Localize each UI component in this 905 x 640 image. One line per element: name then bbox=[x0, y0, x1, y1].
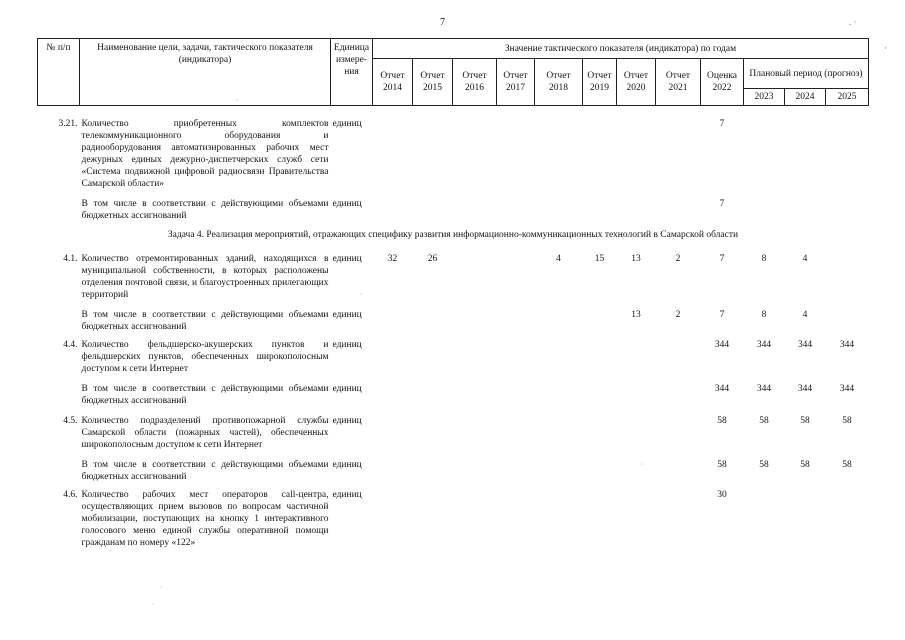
header-unit: Единица измере-ния bbox=[331, 39, 373, 106]
value-cell bbox=[413, 333, 453, 375]
value-cell bbox=[617, 190, 656, 222]
value-cell bbox=[497, 333, 535, 375]
value-cell bbox=[413, 407, 453, 451]
scan-mark: · bbox=[360, 290, 363, 299]
page-number: 7 bbox=[440, 17, 445, 28]
value-cell bbox=[413, 375, 453, 407]
value-cell bbox=[744, 106, 785, 191]
value-cell bbox=[535, 333, 583, 375]
value-cell bbox=[583, 106, 617, 191]
indicator-name: Количество фельдшерско-акушерских пунктов и фельдшерских пунктов, обеспеченных широкополосным доступом к сети Интернет bbox=[81, 340, 329, 374]
value-cell bbox=[617, 407, 656, 451]
value-cell bbox=[617, 106, 656, 191]
value-cell: 7 bbox=[719, 199, 725, 209]
header-plan-year: 2024 bbox=[785, 89, 826, 106]
unit-cell: единиц bbox=[332, 490, 362, 500]
value-cell bbox=[656, 190, 701, 222]
value-cell bbox=[656, 106, 701, 191]
indicator-name: В том числе в соответствии с действующими объемами бюджетных ассигнований bbox=[81, 384, 329, 406]
value-cell: 32 bbox=[387, 254, 398, 264]
header-plan-year: 2023 bbox=[744, 89, 785, 106]
value-cell bbox=[373, 375, 413, 407]
value-cell: 58 bbox=[717, 460, 727, 470]
table-row bbox=[38, 247, 869, 301]
value-cell bbox=[617, 333, 656, 375]
task-row bbox=[38, 222, 869, 247]
header-year: Отчет 2020 bbox=[617, 59, 656, 106]
unit-cell: единиц bbox=[332, 199, 362, 209]
indicator-name: В том числе в соответствии с действующими объемами бюджетных ассигнований bbox=[81, 460, 329, 482]
value-cell: 7 bbox=[719, 310, 725, 320]
value-cell bbox=[373, 106, 413, 191]
scan-mark: ` bbox=[160, 585, 163, 594]
header-year: Отчет 2017 bbox=[497, 59, 535, 106]
value-cell bbox=[373, 483, 413, 549]
table-row bbox=[38, 333, 869, 375]
unit-cell: единиц bbox=[332, 416, 362, 426]
table-row bbox=[38, 301, 869, 333]
indicator-name: Количество рабочих мест операторов call-центра, осуществляющих прием вызовов по вопросам частичной мобилизации, поступающих на кнопку 1 интерактивного голосового меню единой службы оперативной помощи гражданам по номеру «122» bbox=[81, 490, 329, 548]
value-cell bbox=[583, 301, 617, 333]
value-cell bbox=[497, 106, 535, 191]
value-cell bbox=[497, 407, 535, 451]
value-cell bbox=[373, 333, 413, 375]
value-cell: 344 bbox=[839, 384, 855, 394]
scan-mark: · bbox=[152, 600, 155, 609]
value-cell bbox=[656, 375, 701, 407]
value-cell bbox=[785, 483, 826, 549]
header-year: Отчет 2015 bbox=[413, 59, 453, 106]
value-cell: 4 bbox=[802, 254, 808, 264]
value-cell: 8 bbox=[761, 254, 767, 264]
value-cell: 15 bbox=[594, 254, 605, 264]
scan-mark: . · bbox=[849, 17, 857, 27]
value-cell: 58 bbox=[717, 416, 727, 426]
value-cell bbox=[656, 451, 701, 483]
value-cell: 8 bbox=[761, 310, 767, 320]
value-cell bbox=[535, 451, 583, 483]
value-cell bbox=[497, 301, 535, 333]
value-cell bbox=[453, 375, 497, 407]
row-number bbox=[38, 301, 80, 333]
value-cell bbox=[826, 190, 869, 222]
header-year: Отчет 2021 bbox=[656, 59, 701, 106]
value-cell bbox=[497, 247, 535, 301]
row-number bbox=[38, 451, 80, 483]
table-row bbox=[38, 483, 869, 549]
unit-cell: единиц bbox=[332, 254, 362, 264]
header-year: Отчет 2016 bbox=[453, 59, 497, 106]
value-cell bbox=[413, 106, 453, 191]
value-cell bbox=[535, 407, 583, 451]
value-cell bbox=[453, 190, 497, 222]
value-cell: 58 bbox=[759, 416, 769, 426]
indicator-name: В том числе в соответствии с действующими объемами бюджетных ассигнований bbox=[81, 310, 329, 332]
indicator-name: В том числе в соответствии с действующими объемами бюджетных ассигнований bbox=[81, 199, 329, 221]
value-cell: 344 bbox=[714, 340, 730, 350]
row-number bbox=[38, 375, 80, 407]
value-cell: 2 bbox=[675, 254, 681, 264]
row-number: 3.21. bbox=[58, 119, 78, 129]
value-cell: 4 bbox=[802, 310, 808, 320]
value-cell bbox=[373, 190, 413, 222]
value-cell: 4 bbox=[556, 254, 561, 264]
value-cell bbox=[453, 483, 497, 549]
value-cell bbox=[785, 190, 826, 222]
value-cell bbox=[497, 375, 535, 407]
unit-cell: единиц bbox=[332, 119, 362, 129]
value-cell: 344 bbox=[756, 384, 772, 394]
row-number: 4.4. bbox=[63, 340, 78, 350]
value-cell bbox=[453, 451, 497, 483]
row-number: 4.5. bbox=[63, 416, 78, 426]
value-cell: 13 bbox=[631, 254, 641, 264]
table-row bbox=[38, 190, 869, 222]
value-cell bbox=[497, 483, 535, 549]
value-cell bbox=[413, 483, 453, 549]
value-cell bbox=[656, 333, 701, 375]
value-cell bbox=[453, 247, 497, 301]
table-row bbox=[38, 451, 869, 483]
value-cell: 344 bbox=[714, 384, 730, 394]
value-cell bbox=[583, 190, 617, 222]
value-cell bbox=[617, 451, 656, 483]
value-cell bbox=[785, 106, 826, 191]
value-cell bbox=[656, 483, 701, 549]
value-cell: 344 bbox=[839, 340, 855, 350]
value-cell bbox=[744, 483, 785, 549]
header-name: Наименование цели, задачи, тактического показателя (индикатора) bbox=[80, 39, 331, 106]
value-cell bbox=[826, 301, 869, 333]
unit-cell: единиц bbox=[332, 460, 362, 470]
value-cell bbox=[617, 375, 656, 407]
value-cell: 7 bbox=[719, 254, 725, 264]
value-cell: 58 bbox=[800, 460, 810, 470]
value-cell: 13 bbox=[631, 310, 641, 320]
table-row bbox=[38, 106, 869, 191]
header-year: Отчет 2018 bbox=[535, 59, 583, 106]
value-cell bbox=[656, 407, 701, 451]
header-plan-year: 2025 bbox=[826, 89, 869, 106]
header-plan-title: Плановый период (прогноз) bbox=[744, 59, 869, 89]
value-cell: 344 bbox=[797, 340, 813, 350]
value-cell bbox=[413, 301, 453, 333]
value-cell: 344 bbox=[756, 340, 772, 350]
indicator-name: Количество приобретенных комплектов телекоммуникационного оборудования и радиооборудования автоматизированных рабочих мест дежурных единых дежурно-диспетчерских служб сети «Система подвижной цифровой радиосвязи Правительства Самарской области» bbox=[81, 119, 329, 189]
scan-mark: · bbox=[884, 43, 887, 53]
value-cell bbox=[373, 301, 413, 333]
value-cell: 58 bbox=[842, 416, 852, 426]
value-cell bbox=[826, 247, 869, 301]
value-cell bbox=[453, 106, 497, 191]
table-row bbox=[38, 375, 869, 407]
scan-mark: · bbox=[236, 96, 239, 105]
value-cell bbox=[535, 190, 583, 222]
value-cell bbox=[373, 451, 413, 483]
value-cell bbox=[453, 333, 497, 375]
value-cell bbox=[583, 407, 617, 451]
value-cell: 26 bbox=[427, 254, 438, 264]
table-row bbox=[38, 407, 869, 451]
header-year: Отчет 2014 bbox=[373, 59, 413, 106]
value-cell bbox=[373, 407, 413, 451]
value-cell bbox=[535, 106, 583, 191]
value-cell bbox=[535, 483, 583, 549]
value-cell bbox=[535, 301, 583, 333]
value-cell: 344 bbox=[797, 384, 813, 394]
value-cell bbox=[583, 333, 617, 375]
header-year: Отчет 2019 bbox=[583, 59, 617, 106]
value-cell: 58 bbox=[759, 460, 769, 470]
value-cell: 58 bbox=[800, 416, 810, 426]
value-cell bbox=[497, 451, 535, 483]
indicator-name: Количество отремонтированных зданий, находящихся в муниципальной собственности, в которых расположены отделения почтовой связи, и благоустроенных прилегающих территорий bbox=[81, 254, 329, 300]
value-cell: 58 bbox=[842, 460, 852, 470]
unit-cell: единиц bbox=[332, 384, 362, 394]
header-year: Оценка 2022 bbox=[701, 59, 744, 106]
row-number: 4.6. bbox=[63, 490, 78, 500]
value-cell: 30 bbox=[717, 490, 727, 500]
value-cell bbox=[453, 301, 497, 333]
value-cell: 7 bbox=[719, 119, 725, 129]
value-cell bbox=[413, 451, 453, 483]
value-cell bbox=[583, 451, 617, 483]
value-cell bbox=[617, 483, 656, 549]
value-cell bbox=[583, 483, 617, 549]
value-cell bbox=[497, 190, 535, 222]
indicators-table bbox=[37, 38, 869, 549]
value-cell bbox=[826, 106, 869, 191]
header-values-title: Значение тактического показателя (индикатора) по годам bbox=[373, 39, 869, 59]
row-number: 4.1. bbox=[63, 254, 78, 264]
value-cell bbox=[453, 407, 497, 451]
value-cell bbox=[826, 483, 869, 549]
indicator-name: Количество подразделений противопожарной службы Самарской области (пожарных частей), обеспеченных широкополосным доступом к сети Интернет bbox=[81, 416, 329, 450]
row-number bbox=[38, 190, 80, 222]
value-cell bbox=[744, 190, 785, 222]
value-cell bbox=[583, 375, 617, 407]
unit-cell: единиц bbox=[332, 340, 362, 350]
value-cell bbox=[535, 375, 583, 407]
scan-mark: · bbox=[640, 460, 643, 469]
value-cell bbox=[413, 190, 453, 222]
value-cell: 2 bbox=[675, 310, 681, 320]
task-heading: Задача 4. Реализация мероприятий, отражающих специфику развития информационно-коммуникационных технологий в Самарской области bbox=[167, 230, 739, 240]
unit-cell: единиц bbox=[332, 310, 362, 320]
header-num: № п/п bbox=[38, 39, 80, 106]
